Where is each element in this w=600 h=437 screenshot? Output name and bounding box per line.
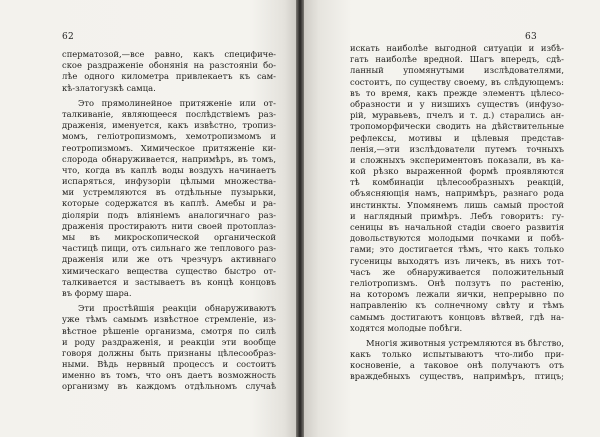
left-page [0,0,296,437]
right-page-text [350,43,564,383]
text-line: сеницы въ начальной стадіи своего развитія [350,222,564,232]
text-line: мы въ микроскопической органической [62,232,276,242]
text-line: Эти простѣйшія реакціи обнаруживаютъ [78,303,276,314]
text-line: какъ только испытываютъ что-либо при- [350,349,564,360]
page-number-left: 62 [62,32,75,42]
text-line: лѣе одного километра привлекаетъ къ сам- [62,71,276,82]
text-line: гами; это достигается тѣмъ, что какъ только [350,244,564,255]
text-line: ми устремляются въ отдѣльные пузырьки, [62,187,276,198]
text-line: и наглядный примѣръ. Лебъ говоритъ: гу- [350,210,564,221]
text-line: организму въ каждомъ отдѣльномъ случаѣ [62,381,276,392]
text-line: частицѣ пищи, отъ сильнаго же теплового раз- [62,243,276,254]
text-line: довольствуются молодыми почками и побѣ- [350,233,564,244]
text-line: ленія,—эти изслѣдователи путемъ точныхъ [350,143,564,154]
text-line: объясняющія намъ, напримѣръ, разнаго рода [350,188,564,199]
text-line: ходятся молодые побѣги. [350,322,463,333]
text-line: уже тѣмъ самымъ извѣстное стремленіе, из- [62,314,276,325]
text-line: ланный упомянутыми изслѣдователями, [350,65,564,76]
text-line: ское раздраженіе обонянія на разстояніи бо- [62,60,276,71]
text-line: искать наиболѣе выгодной ситуаціи и избѣ- [350,43,564,53]
text-line: рефлексы, мотивы и цѣлевыя представ- [350,132,564,143]
text-line: на которомъ лежали яички, непрерывно по [350,289,564,300]
text-line: образности и у низшихъ существъ (инфузо- [350,98,564,109]
page-number-right: 63 [524,32,537,42]
text-line: говоря должны быть признаны цѣлесообраз- [62,347,276,358]
text-line: геотропизмомъ. Химическое притяженіе ки- [62,142,276,153]
text-line: драженія, именуется, какъ извѣстно, тропиз- [62,120,276,131]
text-line: именно въ томъ, что онъ даетъ возможность [62,370,276,381]
text-line: сперматозой,—все равно, какъ специфиче- [62,49,276,59]
text-line: инстинкты. Упомянемъ лишь самый простой [350,199,564,210]
text-line: рій, муравьевъ, пчелъ и т. д.) старались ан- [350,110,564,121]
text-line: состоитъ, по существу своему, въ слѣдующемъ: [350,76,564,87]
text-line: момъ, геліотропизмомъ, хемотропизмомъ и [62,131,276,142]
text-line: враждебныхъ существъ, напримѣръ, птицъ; [350,371,564,382]
text-line: вѣстное рѣшеніе организма, смотря по силѣ [62,325,276,336]
text-line: химическаго вещества существо быстро от- [62,265,276,276]
text-line: которые содержатся въ каплѣ. Амебы и ра- [62,198,276,209]
text-line: направленію къ солнечному свѣту и тѣмъ [350,300,564,311]
text-line: и роду раздраженія, и реакціи эти вообще [62,336,276,347]
text-line: діоляріи подъ вліяніемъ аналогичнаго раз- [62,209,276,220]
text-line: и сложныхъ экспериментовъ показали, въ ка- [350,154,564,165]
text-line: драженія или же отъ чрезчуръ активнаго [62,254,276,265]
text-line: геліотропизмъ. Онѣ ползутъ по растенію, [350,277,564,288]
text-line: въ форму шара. [62,287,132,298]
text-line: ными. Вѣдь нервный процессъ и состоитъ [62,359,276,370]
text-line: Многія животныя устремляются въ бѣгство, [366,337,564,348]
text-line: кѣ-златогузкѣ самца. [62,82,156,93]
text-line: въ то время, какъ прежде элементъ цѣлесо- [350,87,564,98]
text-line: самымъ достигаютъ концовъ вѣтвей, гдѣ на- [350,311,564,322]
text-line: что, когда въ каплѣ воды воздухъ начинаетъ [62,164,276,175]
left-page-text [62,49,276,393]
text-line: талкиваніе, являющееся послѣдствіемъ раз- [62,108,276,119]
text-line: испаряться, инфузоріи цѣлыми множества- [62,176,276,187]
book-gutter [296,0,304,437]
text-line: талкивается и застываетъ въ концѣ концовъ [62,276,276,287]
text-line: слорода обнаруживается, напримѣръ, въ томъ, [62,153,276,164]
text-line: кой рѣзко выраженной формѣ проявляются [350,166,564,177]
text-line: часъ же обнаруживается положительный [350,266,564,277]
text-line: Это прямолинейное притяженіе или от- [78,97,276,108]
text-line: косновеніе, а таковое онѣ получаютъ отъ [350,360,564,371]
right-page [304,0,600,437]
text-line: гать наиболѣе вредной. Шагъ впередъ, сдѣ- [350,54,564,65]
text-line: гусеницы выходятъ изъ личекъ, въ нихъ тот- [350,255,564,266]
text-line: драженія простираютъ нити своей протоплаз- [62,220,276,231]
text-line: тропоморфически сводить на дѣйствительные [350,121,564,132]
text-line: тѣ комбинаціи цѣлесообразныхъ реакцій, [350,177,564,188]
